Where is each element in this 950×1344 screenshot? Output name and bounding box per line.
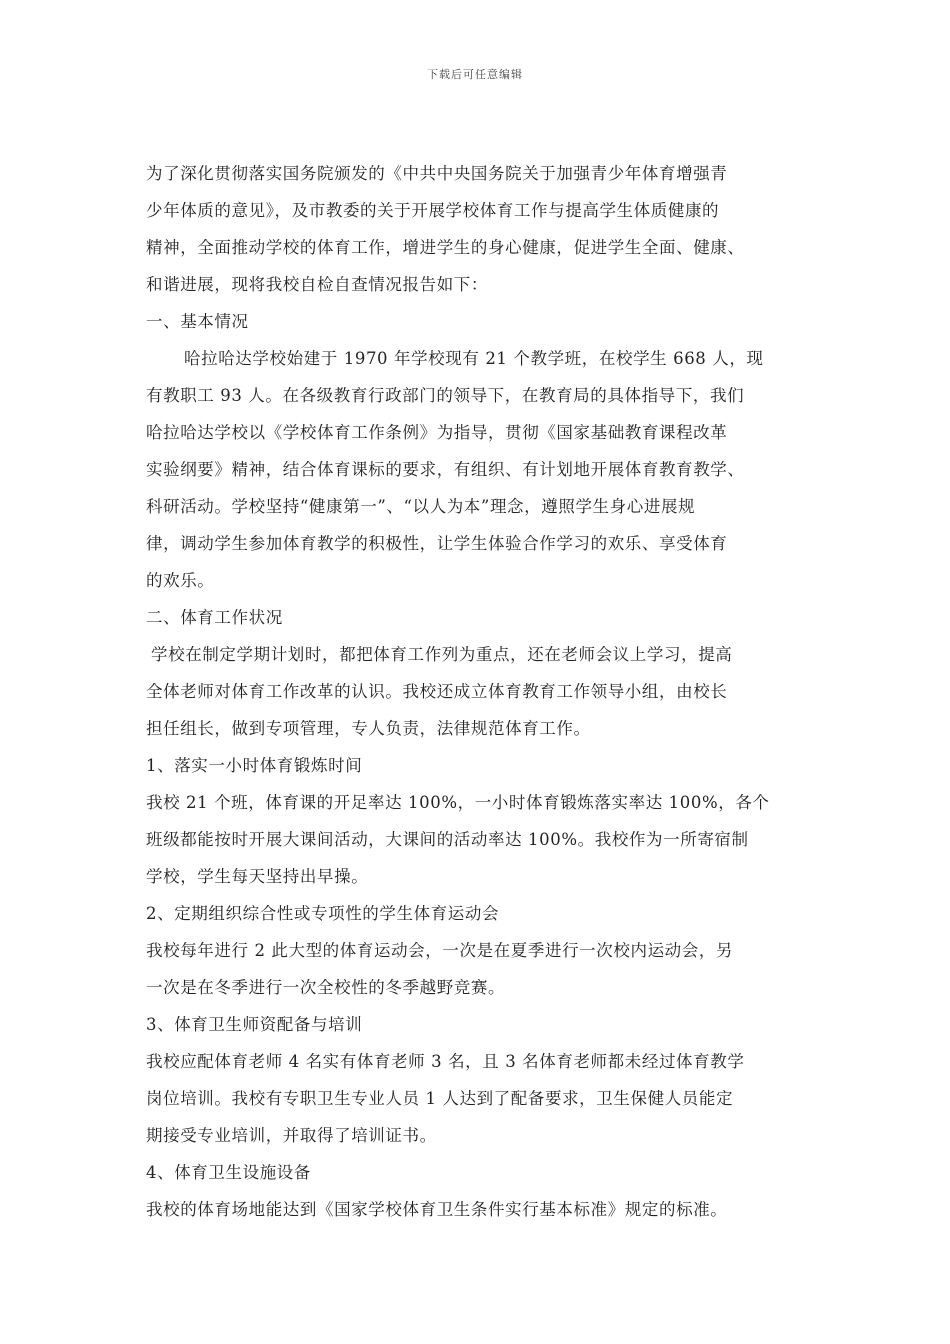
text-line: 我校的体育场地能达到《国家学校体育卫生条件实行基本标准》规定的标准。 [146, 1200, 728, 1219]
text-line: 科研活动。学校坚持“健康第一”、“以人为本”理念，遵照学生身心进展规 [146, 497, 696, 516]
exercise-time-paragraph [146, 784, 821, 895]
item-heading-staffing: 3、体育卫生师资配备与培训 [146, 1015, 363, 1034]
text-line: 少年体质的意见》，及市教委的关于开展学校体育工作与提高学生体质健康的 [146, 201, 720, 220]
text-line: 有教职工 93 人。在各级教育行政部门的领导下，在教育局的具体指导下，我们 [146, 386, 745, 405]
item-heading-facilities: 4、体育卫生设施设备 [146, 1163, 311, 1182]
text-line: 精神，全面推动学校的体育工作，增进学生的身心健康，促进学生全面、健康、 [146, 238, 745, 257]
section-heading-basic: 一、基本情况 [146, 312, 249, 331]
text-line: 学校，学生每天坚持出早操。 [146, 867, 369, 886]
text-line: 哈拉哈达学校始建于 1970 年学校现有 21 个教学班，在校学生 668 人，现 [184, 349, 764, 368]
item-heading-exercise-time: 1、落实一小时体育锻炼时间 [146, 756, 363, 775]
text-line: 学校在制定学期计划时，都把体育工作列为重点，还在老师会议上学习，提高 [151, 645, 733, 664]
text-line: 期接受专业培训，并取得了培训证书。 [146, 1126, 437, 1145]
text-line: 为了深化贯彻落实国务院颁发的《中共中央国务院关于加强青少年体育增强青 [146, 164, 728, 183]
text-line: 全体老师对体育工作改革的认识。我校还成立体育教育工作领导小组，由校长 [146, 682, 728, 701]
text-line: 班级都能按时开展大课间活动，大课间的活动率达 100%。我校作为一所寄宿制 [146, 830, 749, 849]
sports-meet-paragraph [146, 932, 821, 1006]
text-line: 和谐进展，现将我校自检自查情况报告如下： [146, 275, 488, 294]
document-body [146, 155, 821, 1228]
basic-info-paragraph [146, 340, 821, 599]
text-line: 岗位培训。我校有专职卫生专业人员 1 人达到了配备要求，卫生保健人员能定 [146, 1089, 734, 1108]
text-line: 实验纲要》精神，结合体育课标的要求，有组织、有计划地开展体育教育教学、 [146, 460, 745, 479]
text-line: 我校 21 个班，体育课的开足率达 100%，一小时体育锻炼落实率达 100%，各个 [146, 793, 770, 812]
text-line: 一次是在冬季进行一次全校性的冬季越野竞赛。 [146, 978, 506, 997]
staffing-paragraph [146, 1043, 821, 1154]
text-line: 哈拉哈达学校以《学校体育工作条例》为指导，贯彻《国家基础教育课程改革 [146, 423, 728, 442]
intro-paragraph [146, 155, 821, 303]
text-line: 的欢乐。 [146, 571, 215, 590]
section-heading-pe-status: 二、体育工作状况 [146, 608, 283, 627]
text-line: 律，调动学生参加体育教学的积极性，让学生体验合作学习的欢乐、享受体育 [146, 534, 728, 553]
item-heading-sports-meet: 2、定期组织综合性或专项性的学生体育运动会 [146, 904, 500, 923]
text-line: 担任组长，做到专项管理，专人负责，法律规范体育工作。 [146, 719, 591, 738]
pe-status-paragraph [146, 636, 821, 747]
text-line: 我校每年进行 2 此大型的体育运动会，一次是在夏季进行一次校内运动会，另 [146, 941, 734, 960]
page-header: 下载后可任意编辑 [427, 68, 523, 81]
facilities-paragraph [146, 1191, 821, 1228]
text-line: 我校应配体育老师 4 名实有体育老师 3 名，且 3 名体育老师都未经过体育教学 [146, 1052, 745, 1071]
